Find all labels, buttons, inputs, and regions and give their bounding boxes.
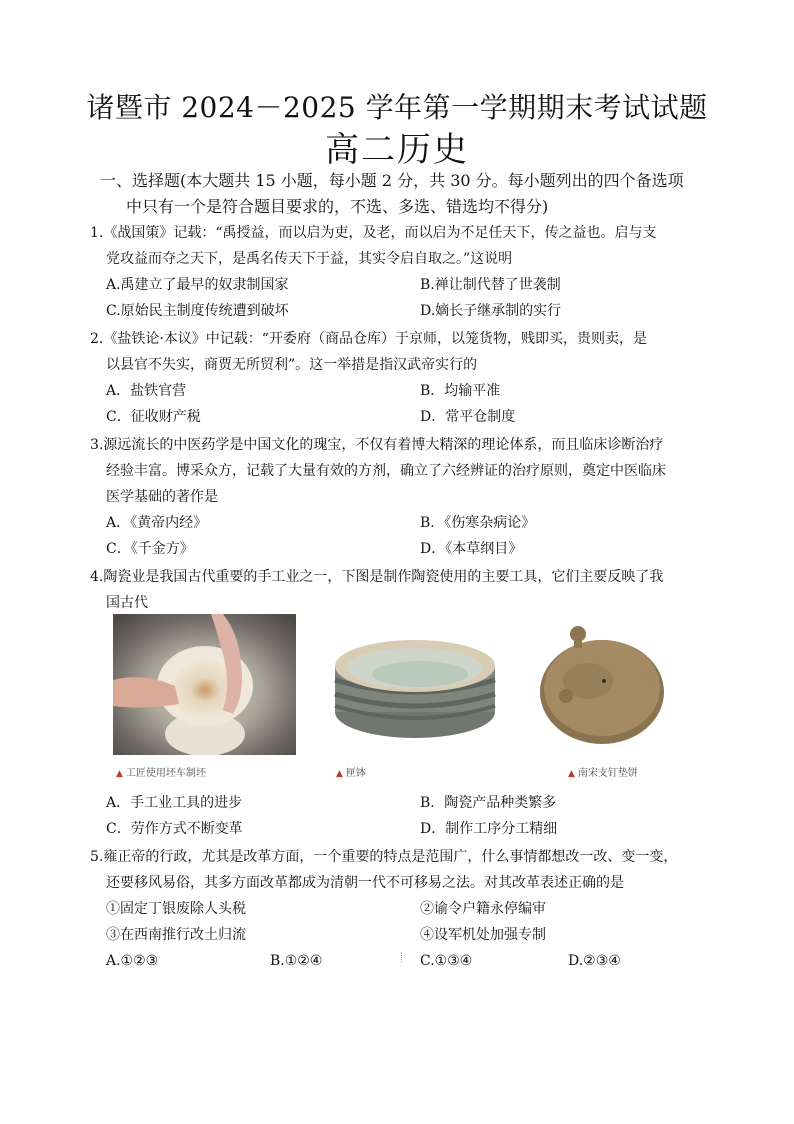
question-stem: 党攻益而夺之天下，是禹名传天下于益，其实令启自取之。”这说明 [106, 251, 513, 267]
option-a[interactable]: A.禹建立了最早的奴隶制国家 [106, 277, 289, 293]
option-d[interactable]: D．常平仓制度 [420, 409, 516, 425]
question-number: 4. [90, 569, 104, 585]
section-heading [100, 168, 720, 220]
question-3 [90, 432, 720, 562]
statement-2: ②谕令户籍永停编审 [420, 901, 546, 917]
question-stem: 经验丰富。博采众方，记载了大量有效的方剂，确立了六经辨证的治疗原则，奠定中医临床 [106, 463, 666, 479]
option-d[interactable]: D.嫡长子继承制的实行 [420, 303, 562, 319]
question-stem: 医学基础的著作是 [106, 489, 218, 505]
question-number: 1. [90, 225, 104, 241]
figure-caption: ▲ 工匠使用坯车制坯 [116, 768, 206, 779]
section-heading-line2: 中只有一个是符合题目要求的，不选、多选、错选均不得分) [126, 197, 549, 216]
option-c[interactable]: C.①③④ [420, 953, 473, 969]
triangle-marker-icon: ▲ [568, 769, 575, 779]
triangle-marker-icon: ▲ [336, 769, 343, 779]
kiln-support-photo-icon [538, 626, 666, 748]
statement-4: ④设军机处加强专制 [420, 927, 546, 943]
question-stem: 以县官不失实，商贾无所贸利”。这一举措是指汉武帝实行的 [106, 357, 478, 373]
option-b[interactable]: B.①②④ [270, 953, 323, 969]
statement-3: ③在西南推行改土归流 [106, 927, 246, 943]
option-c[interactable]: C．征收财产税 [106, 409, 201, 425]
option-a[interactable]: A．《黄帝内经》 [106, 515, 208, 531]
question-stem: 陶瓷业是我国古代重要的手工业之一，下图是制作陶瓷使用的主要工具，它们主要反映了我 [103, 569, 664, 585]
saggar-photo-icon [330, 632, 500, 742]
subject-title: 高二历史 [325, 130, 469, 170]
question-number: 5. [90, 849, 104, 865]
option-c[interactable]: C．劳作方式不断变革 [106, 821, 243, 837]
scan-artifact-mark [401, 952, 403, 962]
question-1 [90, 220, 720, 324]
option-a[interactable]: A．手工业工具的进步 [106, 795, 243, 811]
option-b[interactable]: B．均输平准 [420, 383, 501, 399]
question-2 [90, 326, 720, 430]
option-a[interactable]: A.①②③ [106, 953, 159, 969]
option-a[interactable]: A．盐铁官营 [106, 383, 187, 399]
option-b[interactable]: B.禅让制代替了世袭制 [420, 277, 561, 293]
option-c[interactable]: C.原始民主制度传统遭到破坏 [106, 303, 289, 319]
section-heading-line1: 一、选择题(本大题共 15 小题，每小题 2 分，共 30 分。每小题列出的四个备选项 [100, 171, 684, 190]
option-d[interactable]: D.②③④ [568, 953, 621, 969]
option-b[interactable]: B．陶瓷产品种类繁多 [420, 795, 557, 811]
question-stem: 雍正帝的行政，尤其是改革方面，一个重要的特点是范围广，什么事情都想改一改、变一变， [103, 849, 678, 865]
figure-caption: ▲ 匣钵 [336, 768, 366, 779]
triangle-marker-icon: ▲ [116, 769, 123, 779]
question-4 [90, 564, 720, 616]
question-stem: 还要移风易俗，其多方面改革都成为清朝一代不可移易之法。对其改革表述正确的是 [106, 875, 624, 891]
pottery-wheel-photo-icon [113, 614, 296, 755]
option-c[interactable]: C．《千金方》 [106, 541, 194, 557]
question-stem: 源远流长的中医药学是中国文化的瑰宝，不仅有着博大精深的理论体系，而且临床诊断治疗 [103, 437, 664, 453]
statement-1: ①固定丁银废除人头税 [106, 901, 246, 917]
question-5 [90, 844, 720, 974]
option-d[interactable]: D．制作工序分工精细 [420, 821, 558, 837]
question-stem: 国古代 [106, 595, 148, 611]
question-stem: 《盐铁论·本议》中记载：“开委府（商品仓库）于京师，以笼货物，贱即买，贵则卖，是 [103, 331, 647, 347]
exam-title: 诸暨市 2024－2025 学年第一学期期末考试试题 [86, 91, 708, 124]
option-d[interactable]: D．《本草纲目》 [420, 541, 523, 557]
figure-caption: ▲ 南宋支钉垫饼 [568, 768, 638, 779]
question-number: 2. [90, 331, 104, 347]
question-4-options [90, 790, 720, 842]
question-number: 3. [90, 437, 104, 453]
question-stem: 《战国策》记载：“禹授益，而以启为吏，及老，而以启为不足任天下，传之益也。启与支 [103, 225, 657, 241]
option-b[interactable]: B．《伤寒杂病论》 [420, 515, 536, 531]
